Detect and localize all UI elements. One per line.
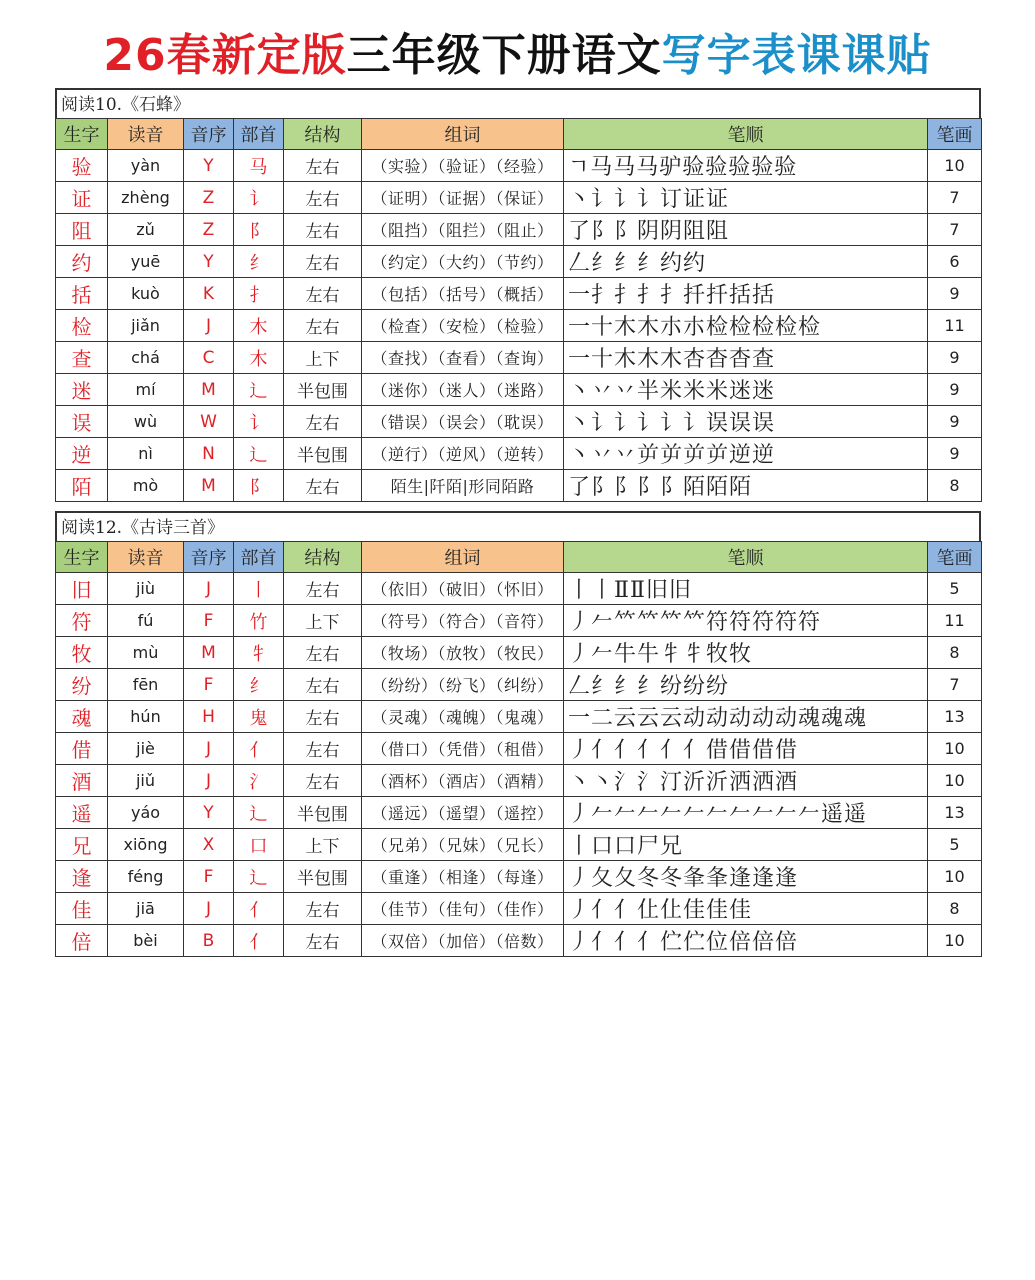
header-count: 笔画 [928,119,982,150]
cell-initial: B [184,925,234,957]
cell-pinyin: fēn [108,669,184,701]
cell-words: （约定）（大约）（节约） [362,246,564,278]
table-row [56,438,982,470]
cell-strokes: 一扌扌扌扌扦扦括括 [564,278,928,310]
table-row [56,637,982,669]
cell-char: 纷 [56,669,108,701]
cell-strokes: 了阝阝阴阴阻阻 [564,214,928,246]
cell-count: 10 [928,765,982,797]
cell-initial: C [184,342,234,374]
cell-radical: 纟 [234,669,284,701]
cell-structure: 左右 [284,150,362,182]
cell-count: 9 [928,406,982,438]
cell-strokes: 丶讠讠讠讠讠误误误 [564,406,928,438]
cell-structure: 左右 [284,214,362,246]
cell-count: 13 [928,797,982,829]
cell-strokes: 丶丷丷半米米米迷迷 [564,374,928,406]
cell-count: 7 [928,669,982,701]
cell-char: 兄 [56,829,108,861]
cell-structure: 左右 [284,701,362,733]
cell-words: （遥远）（遥望）（遥控） [362,797,564,829]
cell-radical: 辶 [234,438,284,470]
cell-words: （兄弟）（兄妹）（兄长） [362,829,564,861]
cell-words: （借口）（凭借）（租借） [362,733,564,765]
vocab-table [55,118,982,502]
cell-structure: 左右 [284,925,362,957]
cell-structure: 左右 [284,246,362,278]
cell-words: （酒杯）（酒店）（酒精） [362,765,564,797]
cell-initial: J [184,573,234,605]
cell-radical: 讠 [234,182,284,214]
cell-radical: 马 [234,150,284,182]
title-part-1: 26春新定版 [103,30,347,81]
table-row [56,701,982,733]
table-row [56,182,982,214]
title-part-3: 写字表课课贴 [661,30,932,81]
cell-initial: N [184,438,234,470]
cell-words: （迷你）（迷人）（迷路） [362,374,564,406]
cell-pinyin: hún [108,701,184,733]
cell-structure: 左右 [284,669,362,701]
cell-strokes: 了阝阝阝阝陌陌陌 [564,470,928,502]
cell-strokes: 𠃋纟纟纟纷纷纷 [564,669,928,701]
cell-strokes: 丶丶氵氵汀沂沂洒洒酒 [564,765,928,797]
table-row [56,310,982,342]
header-words: 组词 [362,119,564,150]
cell-initial: K [184,278,234,310]
cell-initial: J [184,733,234,765]
table-row [56,925,982,957]
cell-initial: F [184,861,234,893]
cell-words: （符号）（符合）（音符） [362,605,564,637]
cell-char: 借 [56,733,108,765]
cell-initial: W [184,406,234,438]
cell-char: 逢 [56,861,108,893]
table-row [56,342,982,374]
cell-strokes: 丨口口尸兄 [564,829,928,861]
cell-char: 误 [56,406,108,438]
cell-pinyin: jiǔ [108,765,184,797]
cell-initial: J [184,893,234,925]
cell-strokes: 丨丨ⅡⅡ旧旧 [564,573,928,605]
cell-char: 符 [56,605,108,637]
cell-words: （依旧）（破旧）（怀旧） [362,573,564,605]
cell-char: 旧 [56,573,108,605]
cell-count: 9 [928,342,982,374]
cell-radical: 木 [234,342,284,374]
cell-initial: F [184,669,234,701]
cell-initial: Z [184,214,234,246]
cell-pinyin: yáo [108,797,184,829]
cell-pinyin: wù [108,406,184,438]
cell-words: （查找）（查看）（查询） [362,342,564,374]
cell-pinyin: yàn [108,150,184,182]
cell-pinyin: jiā [108,893,184,925]
cell-structure: 左右 [284,765,362,797]
cell-count: 7 [928,214,982,246]
cell-words: （重逢）（相逢）（每逢） [362,861,564,893]
cell-strokes: 丿亻亻亻伫伫位倍倍倍 [564,925,928,957]
cell-count: 10 [928,861,982,893]
cell-structure: 半包围 [284,797,362,829]
table-row [56,765,982,797]
cell-initial: J [184,310,234,342]
lesson-title: 阅读10.《石蜂》 [55,88,981,118]
cell-pinyin: féng [108,861,184,893]
cell-pinyin: kuò [108,278,184,310]
cell-strokes: ㄱ马马马驴验验验验验 [564,150,928,182]
cell-count: 9 [928,374,982,406]
cell-count: 8 [928,470,982,502]
cell-radical: 氵 [234,765,284,797]
cell-pinyin: mí [108,374,184,406]
cell-char: 阻 [56,214,108,246]
lesson-table-2 [55,511,981,957]
cell-count: 5 [928,573,982,605]
table-row [56,374,982,406]
cell-structure: 上下 [284,829,362,861]
cell-strokes: 一十木木木杏杳杳查 [564,342,928,374]
header-char: 生字 [56,542,108,573]
cell-char: 迷 [56,374,108,406]
cell-count: 10 [928,925,982,957]
cell-pinyin: fú [108,605,184,637]
header-radical: 部首 [234,542,284,573]
cell-count: 9 [928,278,982,310]
page-title [0,26,1035,86]
table-row [56,829,982,861]
cell-pinyin: nì [108,438,184,470]
cell-radical: 辶 [234,374,284,406]
cell-count: 11 [928,310,982,342]
cell-count: 6 [928,246,982,278]
cell-radical: 辶 [234,797,284,829]
header-char: 生字 [56,119,108,150]
cell-strokes: 𠃋纟纟纟约约 [564,246,928,278]
cell-initial: Z [184,182,234,214]
cell-pinyin: mò [108,470,184,502]
cell-words: （佳节）（佳句）（佳作） [362,893,564,925]
cell-structure: 左右 [284,406,362,438]
cell-initial: Y [184,150,234,182]
cell-radical: 亻 [234,925,284,957]
cell-structure: 半包围 [284,861,362,893]
cell-strokes: 丶讠讠讠订证证 [564,182,928,214]
cell-char: 逆 [56,438,108,470]
cell-words: （牧场）（放牧）（牧民） [362,637,564,669]
table-header-row [56,542,982,573]
lesson-table-1 [55,88,981,502]
cell-structure: 左右 [284,182,362,214]
cell-pinyin: mù [108,637,184,669]
cell-words: （检查）（安检）（检验） [362,310,564,342]
cell-radical: 木 [234,310,284,342]
cell-strokes: 丶丷丷屰屰屰屰逆逆 [564,438,928,470]
cell-words: （实验）（验证）（经验） [362,150,564,182]
cell-radical: 讠 [234,406,284,438]
cell-initial: M [184,637,234,669]
cell-structure: 左右 [284,893,362,925]
cell-count: 8 [928,893,982,925]
cell-words: （阻挡）（阻拦）（阻止） [362,214,564,246]
header-count: 笔画 [928,542,982,573]
cell-initial: Y [184,797,234,829]
cell-char: 查 [56,342,108,374]
cell-char: 证 [56,182,108,214]
cell-pinyin: jiǎn [108,310,184,342]
cell-radical: 扌 [234,278,284,310]
cell-strokes: 丿亻亻亻亻亻借借借借 [564,733,928,765]
cell-char: 倍 [56,925,108,957]
lesson-title: 阅读12.《古诗三首》 [55,511,981,541]
cell-strokes: 丿夂夂冬冬夆夆逢逢逢 [564,861,928,893]
cell-words: （证明）（证据）（保证） [362,182,564,214]
cell-strokes: 丿𠂉𥫗𥫗𥫗𥫗符符符符符 [564,605,928,637]
header-pinyin: 读音 [108,542,184,573]
cell-strokes: 丿𠂉牛牛牜牜牧牧 [564,637,928,669]
cell-char: 检 [56,310,108,342]
cell-char: 括 [56,278,108,310]
cell-pinyin: zǔ [108,214,184,246]
cell-radical: 阝 [234,470,284,502]
table-row [56,669,982,701]
cell-structure: 左右 [284,278,362,310]
cell-radical: 阝 [234,214,284,246]
cell-char: 牧 [56,637,108,669]
cell-char: 约 [56,246,108,278]
cell-char: 魂 [56,701,108,733]
table-row [56,893,982,925]
cell-structure: 左右 [284,637,362,669]
header-structure: 结构 [284,542,362,573]
cell-radical: 牜 [234,637,284,669]
cell-pinyin: chá [108,342,184,374]
cell-words: （逆行）（逆风）（逆转） [362,438,564,470]
cell-initial: F [184,605,234,637]
table-row [56,214,982,246]
cell-radical: 竹 [234,605,284,637]
cell-structure: 半包围 [284,374,362,406]
table-row [56,605,982,637]
table-row [56,733,982,765]
cell-count: 10 [928,733,982,765]
cell-structure: 半包围 [284,438,362,470]
cell-initial: H [184,701,234,733]
cell-pinyin: jiè [108,733,184,765]
header-radical: 部首 [234,119,284,150]
table-row [56,406,982,438]
table-row [56,150,982,182]
cell-words: （灵魂）（魂魄）（鬼魂） [362,701,564,733]
cell-radical: 丨 [234,573,284,605]
cell-words: （错误）（误会）（耽误） [362,406,564,438]
header-initial: 音序 [184,119,234,150]
cell-structure: 上下 [284,605,362,637]
cell-radical: 亻 [234,733,284,765]
cell-pinyin: yuē [108,246,184,278]
cell-structure: 左右 [284,470,362,502]
cell-strokes: 一十木木朩朩检检检检检 [564,310,928,342]
cell-pinyin: jiù [108,573,184,605]
cell-words: （包括）（括号）（概括） [362,278,564,310]
cell-char: 陌 [56,470,108,502]
cell-strokes: 丿𠂉𠂉𠂉𠂉𠂉𠂉𠂉𠂉𠂉𠂉遥遥 [564,797,928,829]
cell-count: 5 [928,829,982,861]
cell-radical: 口 [234,829,284,861]
vocab-table [55,541,982,957]
cell-structure: 左右 [284,310,362,342]
table-row [56,246,982,278]
cell-char: 验 [56,150,108,182]
cell-count: 13 [928,701,982,733]
cell-char: 遥 [56,797,108,829]
cell-initial: M [184,374,234,406]
cell-count: 7 [928,182,982,214]
cell-structure: 上下 [284,342,362,374]
cell-structure: 左右 [284,733,362,765]
header-pinyin: 读音 [108,119,184,150]
header-strokes: 笔顺 [564,542,928,573]
header-initial: 音序 [184,542,234,573]
header-strokes: 笔顺 [564,119,928,150]
cell-structure: 左右 [284,573,362,605]
cell-initial: J [184,765,234,797]
cell-words: 陌生|阡陌|形同陌路 [362,470,564,502]
table-row [56,573,982,605]
table-row [56,861,982,893]
header-words: 组词 [362,542,564,573]
table-row [56,278,982,310]
cell-radical: 辶 [234,861,284,893]
cell-char: 酒 [56,765,108,797]
cell-count: 8 [928,637,982,669]
cell-words: （纷纷）（纷飞）（纠纷） [362,669,564,701]
cell-strokes: 丿亻亻仩仩佳佳佳 [564,893,928,925]
cell-char: 佳 [56,893,108,925]
cell-pinyin: xiōng [108,829,184,861]
cell-initial: M [184,470,234,502]
table-header-row [56,119,982,150]
cell-initial: Y [184,246,234,278]
title-part-2: 三年级下册语文 [346,30,662,81]
cell-radical: 亻 [234,893,284,925]
cell-count: 11 [928,605,982,637]
cell-radical: 鬼 [234,701,284,733]
cell-count: 10 [928,150,982,182]
cell-count: 9 [928,438,982,470]
cell-words: （双倍）（加倍）（倍数） [362,925,564,957]
table-row [56,470,982,502]
cell-pinyin: bèi [108,925,184,957]
cell-initial: X [184,829,234,861]
cell-radical: 纟 [234,246,284,278]
cell-strokes: 一二云云云动动动动动魂魂魂 [564,701,928,733]
cell-pinyin: zhèng [108,182,184,214]
header-structure: 结构 [284,119,362,150]
table-row [56,797,982,829]
